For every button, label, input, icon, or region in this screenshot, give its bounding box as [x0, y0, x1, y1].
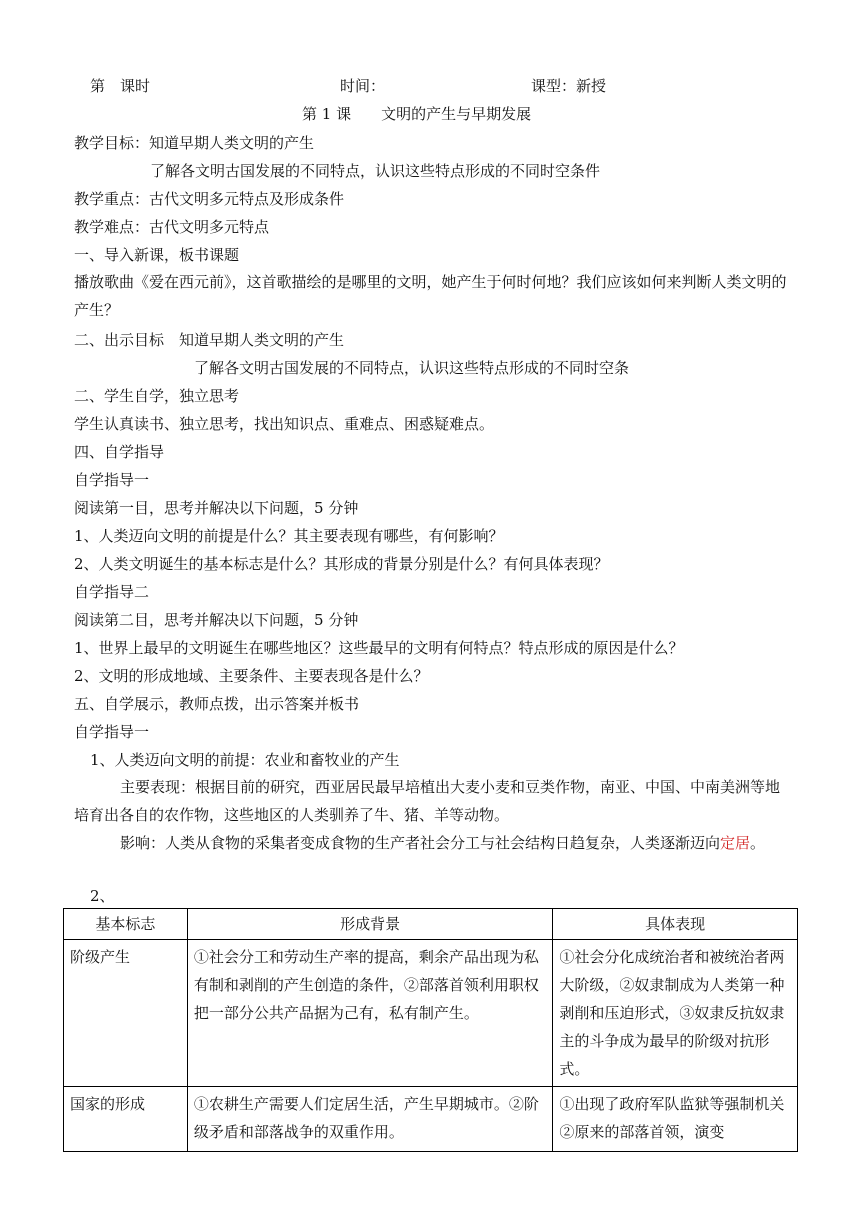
- lesson-type: 课型：新授: [531, 77, 607, 95]
- answer-point-2: 2、: [90, 887, 115, 905]
- table-header-cell: 形成背景: [187, 909, 552, 940]
- section5-heading: 五、自学展示，教师点拨，出示答案并板书: [74, 695, 360, 713]
- guide1-question-1: 1、人类迈向文明的前提是什么？其主要表现有哪些，有何影响？: [74, 527, 504, 545]
- table-cell: 国家的形成: [64, 1087, 188, 1152]
- section1-text: 播放歌曲《爱在西元前》，这首歌描绘的是哪里的文明，她产生于何时何地？我们应该如何来判断人类文明的产生？: [74, 273, 787, 319]
- answer-influence: [74, 829, 792, 857]
- guide1-question-2: 2、人类文明诞生的基本标志是什么？其形成的背景分别是什么？有何具体表现？: [74, 555, 609, 573]
- table-row: [64, 940, 798, 1087]
- table-header-cell: 具体表现: [553, 909, 798, 940]
- table-cell: ①社会分工和劳动生产率的提高，剩余产品出现为私有制和剥削的产生创造的条件，②部落首领利用职权把一部分公共产品据为己有，私有制产生。: [187, 940, 552, 1087]
- objectives-line: 教学目标：知道早期人类文明的产生: [74, 134, 315, 152]
- table-cell: [553, 1087, 798, 1152]
- table-cell: 阶级产生: [64, 940, 188, 1087]
- influence-text: 影响：人类从食物的采集者变成食物的生产者社会分工与社会结构日趋复杂，人类逐渐迈向: [120, 834, 721, 852]
- guide1-intro: 阅读第一目，思考并解决以下问题，5 分钟: [74, 499, 359, 517]
- objectives-second-line: 了解各文明古国发展的不同特点，认识这些特点形成的不同时空条件: [150, 162, 601, 180]
- guide1-title: 自学指导一: [74, 471, 150, 489]
- time-label: 时间：: [340, 77, 386, 95]
- table-cell-text: ①出现了政府军队监狱等强制机关②原来的部落首领，演变: [559, 1095, 785, 1141]
- table-cell: ①社会分化成统治者和被统治者两大阶级，②奴隶制成为人类第一种剥削和压迫形式，③奴隶反抗奴隶主的斗争成为最早的阶级对抗形式。: [553, 940, 798, 1087]
- section3-heading: 二、学生自学，独立思考: [74, 387, 240, 405]
- guide2-question-2: 2、文明的形成地域、主要条件、主要表现各是什么？: [74, 667, 429, 685]
- lesson-slot: 第 课时: [90, 77, 151, 95]
- table-header-row: [64, 909, 798, 940]
- key-points: 教学重点：古代文明多元特点及形成条件: [74, 190, 345, 208]
- influence-highlight: 定居: [720, 834, 751, 852]
- table-row: [64, 1087, 798, 1152]
- section4-heading: 四、自学指导: [74, 443, 165, 461]
- table-header-cell: 基本标志: [64, 909, 188, 940]
- lesson-title: 第 1 课 文明的产生与早期发展: [302, 105, 532, 123]
- section3-text: 学生认真读书、独立思考，找出知识点、重难点、困惑疑难点。: [74, 415, 495, 433]
- civilization-table: [63, 908, 798, 1152]
- section2-heading: 二、出示目标 知道早期人类文明的产生: [74, 331, 345, 349]
- section1-heading: 一、导入新课，板书课题: [74, 246, 240, 264]
- guide2-intro: 阅读第二目，思考并解决以下问题，5 分钟: [74, 611, 359, 629]
- section2-second-line: 了解各文明古国发展的不同特点，认识这些特点形成的不同时空条: [194, 359, 630, 377]
- answer-point-1: 1、人类迈向文明的前提：农业和畜牧业的产生: [90, 751, 400, 769]
- answer-performance: 主要表现：根据目前的研究，西亚居民最早培植出大麦小麦和豆类作物，南亚、中国、中南美洲等地培育出各自的农作物，这些地区的人类驯养了牛、猪、羊等动物。: [74, 778, 781, 824]
- guide2-question-1: 1、世界上最早的文明诞生在哪些地区？这些最早的文明有何特点？特点形成的原因是什么？: [74, 639, 684, 657]
- section5-guide-title: 自学指导一: [74, 723, 150, 741]
- guide2-title: 自学指导二: [74, 583, 150, 601]
- influence-end: 。: [750, 834, 766, 852]
- table-cell: ①农耕生产需要人们定居生活，产生早期城市。②阶级矛盾和部落战争的双重作用。: [187, 1087, 552, 1152]
- difficulty: 教学难点：古代文明多元特点: [74, 218, 270, 236]
